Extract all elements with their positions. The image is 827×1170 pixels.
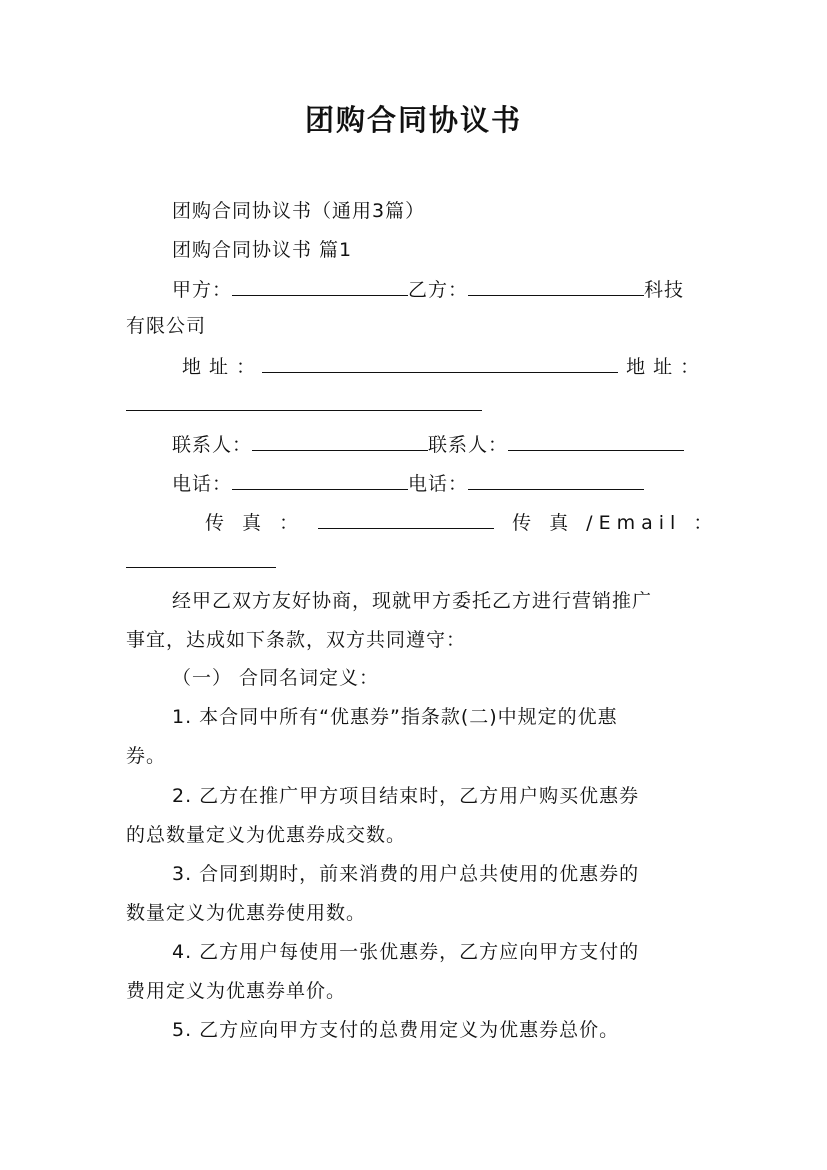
contact-a-blank: [252, 432, 428, 451]
clause-item-cont: 券。: [126, 745, 167, 767]
party-b-label: 乙方：: [408, 279, 469, 301]
contact-line: [172, 432, 684, 457]
address-a-blank: [262, 354, 618, 373]
section-heading: 团购合同协议书 篇1: [172, 239, 353, 261]
paragraph-line: 经甲乙双方友好协商，现就甲方委托乙方进行营销推广: [172, 590, 653, 612]
contact-b-blank: [508, 432, 684, 451]
party-b-continuation: 有限公司: [126, 315, 207, 337]
clause-item-cont: 数量定义为优惠券使用数。: [126, 902, 367, 924]
phone-a-label: 电话：: [172, 473, 233, 495]
fax-b-label: 传 真 /Email ：: [512, 512, 719, 534]
phone-line: [172, 471, 644, 496]
clause-item-cont: 的总数量定义为优惠券成交数。: [126, 824, 407, 846]
address-b-label: 地 址 ：: [626, 356, 701, 378]
clause-item-cont: 费用定义为优惠券单价。: [126, 980, 347, 1002]
address-a-label: 地 址 ：: [182, 356, 257, 378]
contact-a-label: 联系人：: [172, 434, 253, 456]
subtitle-line: 团购合同协议书（通用3篇）: [172, 200, 426, 222]
fax-line: [205, 510, 718, 535]
phone-b-label: 电话：: [408, 473, 469, 495]
phone-a-blank: [232, 471, 408, 490]
paragraph-line: 事宜，达成如下条款，双方共同遵守：: [126, 629, 467, 651]
clause-item: 1. 本合同中所有“优惠券”指条款(二)中规定的优惠: [172, 706, 618, 728]
address-line: [182, 354, 700, 379]
phone-b-blank: [468, 471, 644, 490]
fax-b-line: [126, 549, 276, 574]
fax-a-blank: [318, 510, 494, 529]
party-b-suffix: 科技: [644, 279, 685, 301]
fax-a-label: 传 真 ：: [205, 512, 305, 534]
fax-b-blank: [126, 549, 276, 568]
address-b-blank: [126, 392, 482, 411]
address-b-line: [126, 392, 482, 417]
clause-item: 3. 合同到期时，前来消费的用户总共使用的优惠券的: [172, 863, 640, 885]
clause-heading: （一） 合同名词定义：: [172, 667, 380, 689]
party-a-blank: [232, 277, 408, 296]
party-a-label: 甲方：: [172, 279, 233, 301]
document-title: 团购合同协议书: [304, 103, 522, 137]
clause-item: 2. 乙方在推广甲方项目结束时，乙方用户购买优惠券: [172, 785, 640, 807]
party-line: [172, 277, 684, 302]
clause-item: 4. 乙方用户每使用一张优惠券，乙方应向甲方支付的: [172, 941, 640, 963]
contact-b-label: 联系人：: [428, 434, 509, 456]
party-b-blank: [468, 277, 644, 296]
clause-item: 5. 乙方应向甲方支付的总费用定义为优惠券总价。: [172, 1019, 620, 1041]
